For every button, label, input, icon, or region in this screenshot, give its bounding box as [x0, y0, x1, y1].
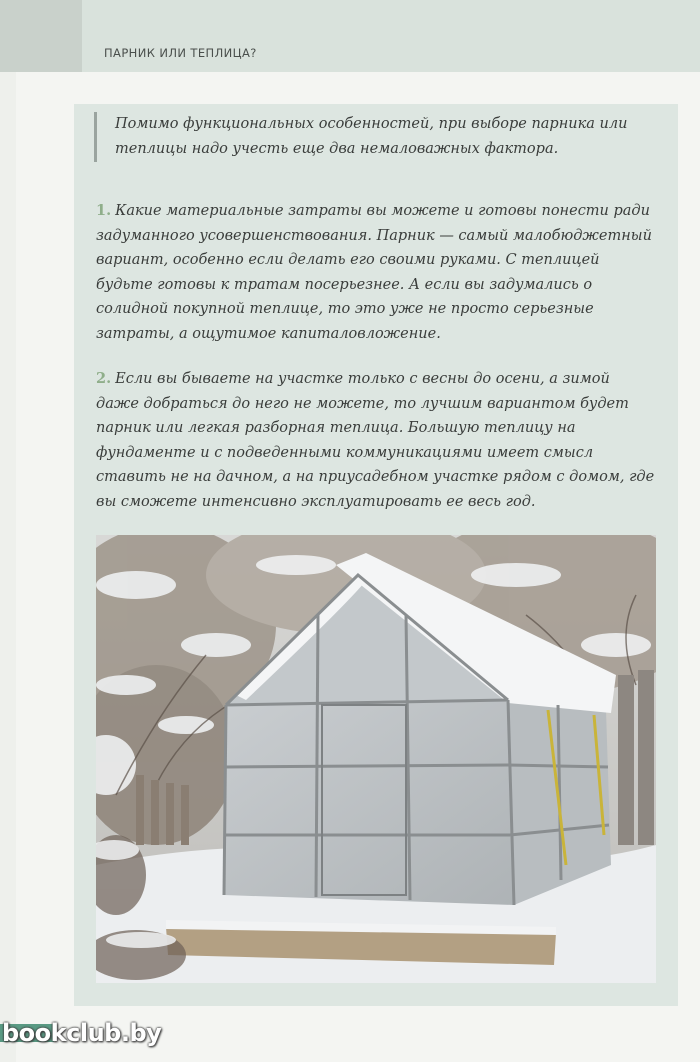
- list-item-2: [96, 367, 656, 514]
- greenhouse-photo: [96, 535, 656, 983]
- header-band: [0, 0, 700, 72]
- list-item-number: 1.: [96, 202, 112, 219]
- running-title: ПАРНИК ИЛИ ТЕПЛИЦА?: [104, 46, 257, 60]
- list-item-number: 2.: [96, 370, 112, 387]
- list-item-1: [96, 199, 656, 346]
- intro-paragraph: Помимо функциональных особенностей, при выборе парника или теплицы надо учесть еще два немаловажных фактора.: [94, 112, 675, 162]
- header-corner-block: [0, 0, 82, 72]
- list-item-text: Какие материальные затраты вы можете и готовы понести ради задуманного усовершенствования. Парник — самый малобюджетный вариант, особенно если делать его своими руками. С теплицей будьте готовы к тратам посерьезнее. А если вы задумались о солидной покупной теплице, то это уже не просто серьезные затраты, а ощутимое капиталовложение.: [96, 203, 652, 342]
- greenhouse-illustration: [96, 535, 656, 983]
- site-watermark: bookclub.by: [2, 1019, 162, 1047]
- list-item-text: Если вы бываете на участке только с весны до осени, а зимой даже добраться до него не можете, то лучшим вариантом будет парник или легкая разборная теплица. Большую теплицу на фундаменте и с подведенными коммуникациями имеет смысл ставить не на дачном, а на приусадебном участке рядом с домом, где вы сможете интенсивно эксплуатировать ее весь год.: [96, 371, 655, 510]
- page-margin: [0, 72, 16, 1062]
